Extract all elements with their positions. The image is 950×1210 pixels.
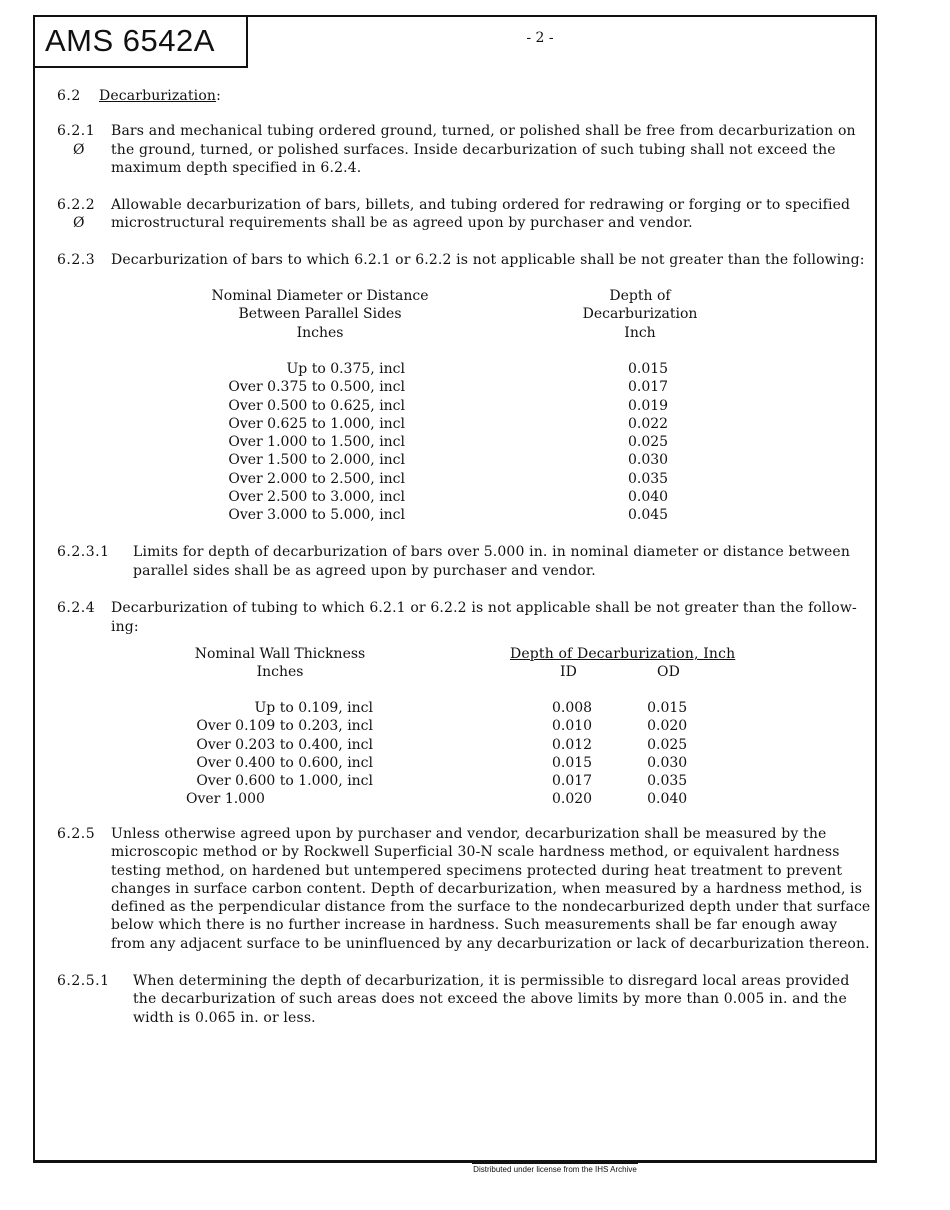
table-header-line: Nominal Diameter or Distance <box>211 288 429 304</box>
table-row: Over 3.000 to 5.000, incl 0.045 <box>228 507 669 524</box>
tubing-table-header-col1 <box>170 645 390 682</box>
section-number: 6.2 <box>57 88 81 104</box>
para-line: changes in surface carbon content. Depth of decarburization, when measured by a hardness method, is <box>111 881 863 897</box>
revision-mark: Ø <box>73 215 85 231</box>
para-number-6-2-1: 6.2.1 <box>57 123 96 139</box>
para-line: testing method, on hardened but untempered specimens protected during heat treatment to prevent <box>111 863 843 879</box>
revision-mark: Ø <box>73 142 85 158</box>
tubing-table-group-header: Depth of Decarburization, Inch <box>510 646 736 662</box>
table-row: Up to 0.375, incl 0.015 <box>286 361 669 377</box>
para-line: ing: <box>111 619 139 635</box>
para-line: Bars and mechanical tubing ordered ground, turned, or polished shall be free from decarburization on <box>111 123 856 139</box>
para-line: defined as the perpendicular distance from the surface to the nondecarburized depth under that surface <box>111 899 871 915</box>
bars-table-body <box>180 360 680 525</box>
table-header-line: Decarburization <box>582 306 698 323</box>
table-row: Over 1.000 to 1.500, incl 0.025 <box>228 434 669 451</box>
table-header-line: Between Parallel Sides <box>238 306 402 323</box>
table-header-line: Inches <box>256 664 304 681</box>
para-line: When determining the depth of decarburization, it is permissible to disregard local areas provided <box>133 973 850 989</box>
para-number-6-2-5: 6.2.5 <box>57 826 96 842</box>
document-id: AMS 6542A <box>35 17 248 68</box>
table-header-line: Depth of <box>609 288 671 304</box>
table-row: Over 1.000 0.020 0.040 <box>186 791 688 808</box>
para-line: from any adjacent surface to be uninfluenced by any decarburization or lack of decarburization thereon. <box>111 936 870 952</box>
para-line: maximum depth specified in 6.2.4. <box>111 160 362 176</box>
tubing-table-body <box>186 699 706 809</box>
para-line: width is 0.065 in. or less. <box>133 1010 316 1026</box>
tubing-table-header-id: ID <box>560 664 578 680</box>
section-title: Decarburization: <box>99 88 221 104</box>
table-row: Over 2.500 to 3.000, incl 0.040 <box>228 489 669 506</box>
para-line: Limits for depth of decarburization of bars over 5.000 in. in nominal diameter or distance between <box>133 544 851 560</box>
tubing-table-header-od: OD <box>657 664 681 680</box>
para-number-6-2-4: 6.2.4 <box>57 600 96 616</box>
para-line: parallel sides shall be as agreed upon by purchaser and vendor. <box>133 563 596 579</box>
para-number-6-2-3: 6.2.3 <box>57 252 96 268</box>
bars-table-header-col1 <box>190 287 450 342</box>
para-number-6-2-2: 6.2.2 <box>57 197 96 213</box>
table-header-line: Inches <box>296 324 344 341</box>
table-header-line: Inch <box>624 324 656 341</box>
table-row: Over 0.375 to 0.500, incl 0.017 <box>228 379 669 396</box>
table-row: Over 2.000 to 2.500, incl 0.035 <box>228 470 669 487</box>
para-line: the decarburization of such areas does not exceed the above limits by more than 0.005 in. and the <box>133 991 847 1007</box>
para-line: below which there is no further increase in hardness. Such measurements shall be far enough away <box>111 917 838 933</box>
para-line: microscopic method or by Rockwell Superficial 30-N scale hardness method, or equivalent hardness <box>111 844 840 860</box>
para-line: Decarburization of bars to which 6.2.1 or 6.2.2 is not applicable shall be not greater than the following: <box>111 252 865 268</box>
table-row: Up to 0.109, incl 0.008 0.015 <box>254 700 688 716</box>
para-number-6-2-5-1: 6.2.5.1 <box>57 973 110 989</box>
para-line: microstructural requirements shall be as agreed upon by purchaser and vendor. <box>111 215 693 231</box>
table-row: Over 0.109 to 0.203, incl 0.010 0.020 <box>196 718 688 735</box>
para-line: Decarburization of tubing to which 6.2.1 or 6.2.2 is not applicable shall be not greater than the follow- <box>111 600 857 616</box>
license-footer: Distributed under license from the IHS Archive <box>473 1165 637 1174</box>
page-number: - 2 - <box>526 30 554 46</box>
table-row: Over 1.500 to 2.000, incl 0.030 <box>228 452 669 469</box>
para-number-6-2-3-1: 6.2.3.1 <box>57 544 110 560</box>
para-line: Unless otherwise agreed upon by purchaser and vendor, decarburization shall be measured by the <box>111 826 827 842</box>
para-line: Allowable decarburization of bars, billets, and tubing ordered for redrawing or forging or to specified <box>111 197 851 213</box>
para-line: the ground, turned, or polished surfaces. Inside decarburization of such tubing shall not exceed the <box>111 142 836 158</box>
table-row: Over 0.500 to 0.625, incl 0.019 <box>228 397 669 414</box>
table-row: Over 0.600 to 1.000, incl 0.017 0.035 <box>196 773 688 790</box>
bars-table-header-col2 <box>560 287 720 342</box>
table-row: Over 0.625 to 1.000, incl 0.022 <box>228 415 669 432</box>
table-header-line: Nominal Wall Thickness <box>194 646 366 662</box>
table-row: Over 0.203 to 0.400, incl 0.012 0.025 <box>196 736 688 753</box>
table-row: Over 0.400 to 0.600, incl 0.015 0.030 <box>196 754 688 771</box>
